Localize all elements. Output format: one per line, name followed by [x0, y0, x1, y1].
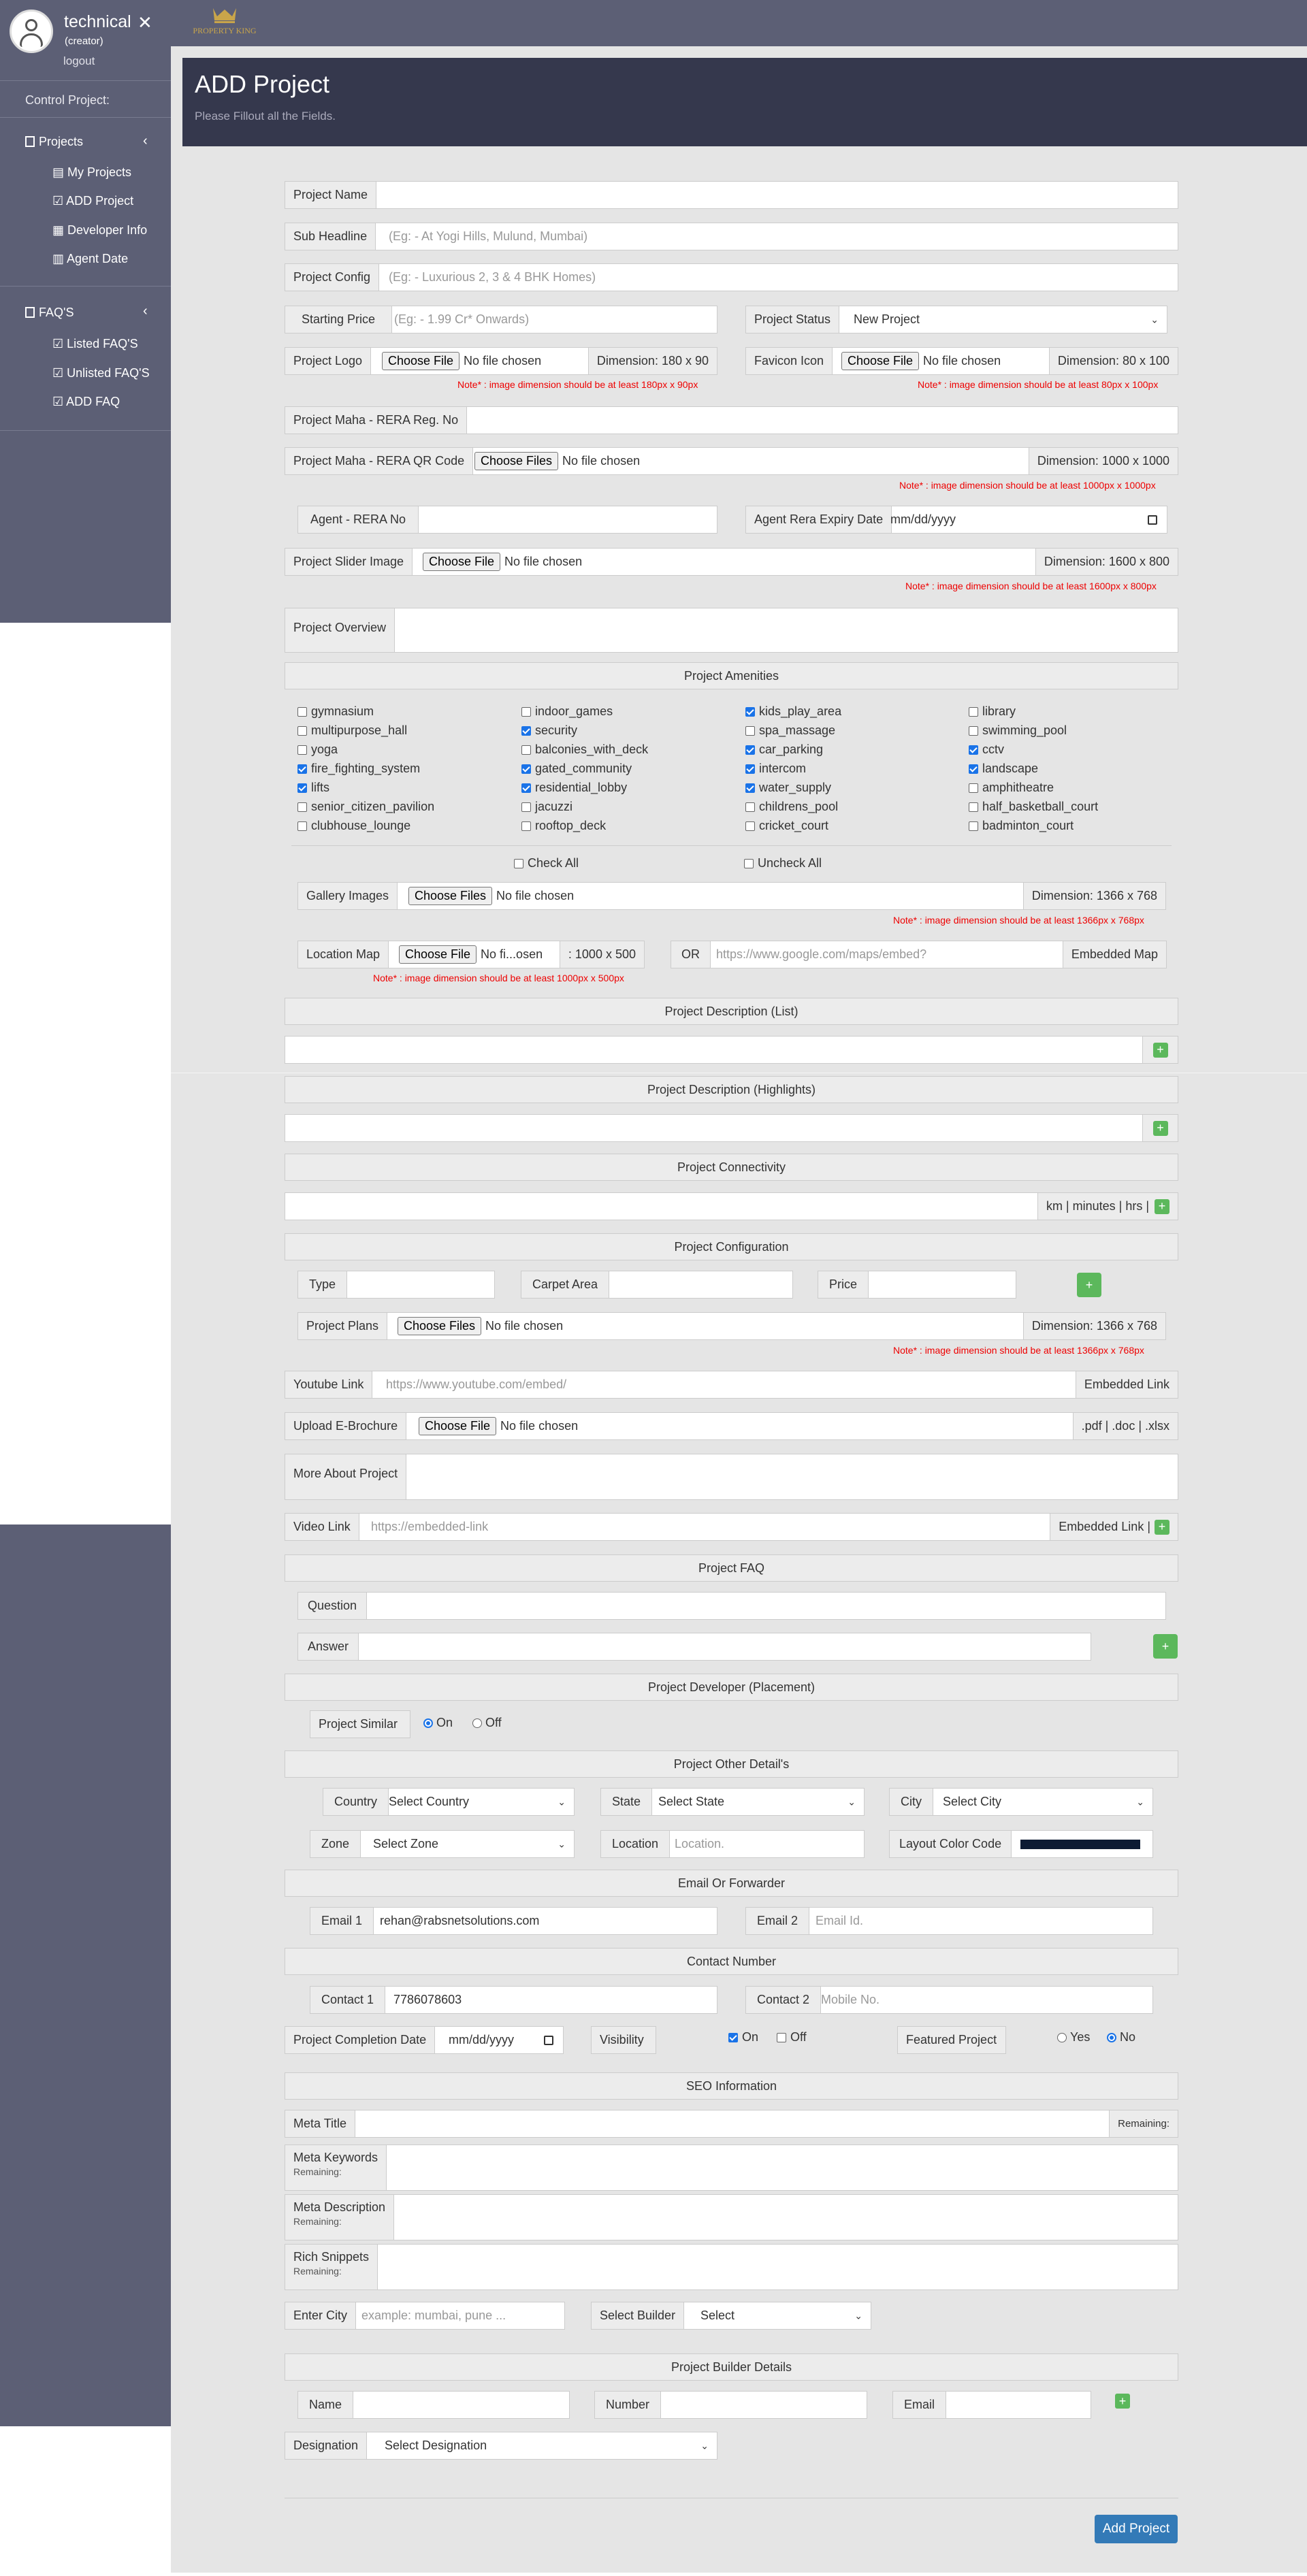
close-icon[interactable]: ✕: [138, 12, 152, 33]
file-input[interactable]: Choose File No file chosen: [841, 348, 1001, 374]
chevron-down-icon: ⌄: [1150, 314, 1159, 325]
amenity-checkbox[interactable]: amphitheatre: [969, 781, 1054, 795]
sidebar-item-label: Projects: [39, 135, 84, 148]
designation-value: Select Designation: [385, 2439, 487, 2452]
dimension-addon: Dimension: 1000 x 1000: [1029, 448, 1178, 474]
amenity-checkbox[interactable]: rooftop_deck: [521, 819, 606, 833]
city-select[interactable]: [889, 1788, 1153, 1816]
project-logo-note: Note* : image dimension should be at least 180px x 90px: [457, 379, 698, 390]
field-label: Location: [601, 1831, 670, 1857]
amenity-checkbox[interactable]: lifts: [297, 781, 329, 795]
field-label: Favicon Icon: [746, 348, 833, 374]
brand-logo[interactable]: [180, 3, 269, 42]
desc-list-input[interactable]: [285, 1036, 1178, 1064]
field-label: Enter City: [285, 2302, 356, 2329]
youtube-addon: Embedded Link: [1076, 1371, 1178, 1398]
logo-text: PROPERTY KING: [193, 26, 257, 35]
visibility-off-checkbox[interactable]: Off: [777, 2030, 807, 2044]
add-configuration-button[interactable]: +: [1077, 1273, 1101, 1297]
add-builder-button[interactable]: +: [1115, 2394, 1130, 2409]
field-label: Email 2: [746, 1908, 809, 1934]
field-label: Upload E-Brochure: [285, 1413, 406, 1439]
email1-field[interactable]: [310, 1907, 717, 1935]
sidebar: [0, 0, 171, 623]
configuration-section-title: Project Configuration: [285, 1233, 1178, 1260]
calendar-icon[interactable]: [1148, 515, 1157, 525]
field-label: Video Link: [285, 1514, 359, 1540]
contact2-placeholder: Mobile No.: [821, 1993, 880, 2006]
file-input[interactable]: Choose Files No file chosen: [398, 1313, 563, 1339]
field-label: Zone: [310, 1831, 361, 1857]
amenity-checkbox[interactable]: intercom: [745, 762, 806, 776]
add-button[interactable]: +: [1153, 1121, 1168, 1136]
amenity-checkbox[interactable]: library: [969, 704, 1016, 719]
project-config-field[interactable]: [285, 263, 1178, 291]
amenity-checkbox[interactable]: balconies_with_deck: [521, 743, 648, 757]
embed-map-addon: Embedded Map: [1063, 941, 1166, 968]
video-placeholder: https://embedded-link: [371, 1520, 489, 1533]
amenity-checkbox[interactable]: childrens_pool: [745, 800, 838, 814]
field-label: Youtube Link: [285, 1371, 372, 1398]
add-project-button[interactable]: Add Project: [1095, 2515, 1178, 2543]
field-label: Project Status: [746, 306, 839, 333]
email1-value: rehan@rabsnetsolutions.com: [380, 1914, 540, 1927]
field-label: Rich Snippets Remaining:: [285, 2245, 378, 2289]
city-value: Select City: [943, 1795, 1002, 1808]
completion-date-field[interactable]: [285, 2026, 564, 2054]
field-label: Country: [323, 1789, 389, 1815]
project-similar-on-radio[interactable]: On: [423, 1716, 453, 1730]
faq-section-title: Project FAQ: [285, 1554, 1178, 1582]
field-label: Project Maha - RERA QR Code: [285, 448, 473, 474]
sidebar-item-developer-info[interactable]: ▦ Developer Info: [52, 223, 148, 237]
field-label: Carpet Area: [521, 1271, 609, 1298]
sidebar-background: [0, 1525, 171, 2426]
agent-rera-field[interactable]: [297, 506, 717, 534]
amenity-checkbox[interactable]: jacuzzi: [521, 800, 572, 814]
field-label: Sub Headline: [285, 223, 376, 250]
amenity-checkbox[interactable]: yoga: [297, 743, 338, 757]
divider: [0, 430, 171, 431]
file-input[interactable]: Choose File No file chosen: [419, 1413, 578, 1439]
project-overview-textarea[interactable]: [285, 608, 1178, 653]
field-label: Price: [818, 1271, 869, 1298]
designation-select[interactable]: [285, 2432, 717, 2460]
location-map-upload[interactable]: [297, 941, 645, 968]
dimension-addon: Dimension: 1366 x 768: [1023, 883, 1165, 909]
field-label: Name: [298, 2392, 353, 2418]
check-all-checkbox[interactable]: Check All: [514, 856, 579, 870]
gallery-upload[interactable]: [297, 882, 1166, 910]
question-field[interactable]: [297, 1592, 1166, 1620]
builder-email-field[interactable]: [892, 2391, 1091, 2419]
desc-highlights-section-title: Project Description (Highlights): [285, 1076, 1178, 1103]
chevron-down-icon: ⌄: [1136, 1796, 1144, 1807]
meta-description-textarea[interactable]: [285, 2194, 1178, 2240]
meta-keywords-textarea[interactable]: [285, 2145, 1178, 2191]
project-similar-label-box: [310, 1710, 410, 1738]
amenity-checkbox[interactable]: fire_fighting_system: [297, 762, 420, 776]
field-label: Agent Rera Expiry Date: [746, 506, 892, 533]
file-icon: [25, 136, 35, 147]
sidebar-item-add-project[interactable]: ☑ ADD Project: [52, 194, 134, 208]
field-label: Agent - RERA No: [298, 506, 419, 533]
chevron-down-icon: ⌄: [700, 2440, 709, 2451]
enter-city-placeholder: example: mumbai, pune ...: [361, 2309, 506, 2322]
field-label: Project Name: [285, 182, 376, 208]
featured-no-radio[interactable]: No: [1107, 2030, 1135, 2044]
location-field[interactable]: [600, 1830, 865, 1858]
page-bottom: [171, 2573, 1307, 2576]
field-label: Select Builder: [592, 2302, 684, 2329]
sidebar-item-unlisted-faqs[interactable]: ☑ Unlisted FAQ'S: [52, 366, 150, 380]
amenity-checkbox[interactable]: gymnasium: [297, 704, 374, 719]
layout-color-field[interactable]: [889, 1830, 1153, 1858]
dimension-addon: : 1000 x 500: [560, 941, 644, 968]
chevron-down-icon: ⌄: [854, 2310, 862, 2321]
sidebar-item-my-projects[interactable]: ▤ My Projects: [52, 165, 132, 179]
email2-field[interactable]: [745, 1907, 1153, 1935]
developer-section-title: Project Developer (Placement): [285, 1674, 1178, 1701]
connectivity-input[interactable]: [285, 1192, 1178, 1220]
field-label: Project Plans: [298, 1313, 387, 1339]
field-label: More About Project: [285, 1454, 406, 1499]
field-label: Meta Title: [285, 2110, 355, 2137]
add-button[interactable]: +: [1155, 1520, 1169, 1535]
slider-image-note: Note* : image dimension should be at least 1600px x 800px: [905, 581, 1157, 591]
config-price-field[interactable]: [818, 1271, 1016, 1299]
sub-headline-placeholder: (Eg: - At Yogi Hills, Mulund, Mumbai): [389, 229, 588, 243]
gallery-note: Note* : image dimension should be at least 1366px x 768px: [893, 915, 1144, 926]
zone-select[interactable]: [310, 1830, 575, 1858]
sidebar-item-agent-date[interactable]: ▥ Agent Date: [52, 252, 129, 265]
rera-qr-note: Note* : image dimension should be at least 1000px x 1000px: [899, 480, 1156, 491]
chevron-down-icon: ⌄: [848, 1796, 856, 1807]
user-role: (creator): [65, 35, 103, 47]
field-label: Gallery Images: [298, 883, 398, 909]
featured-label-box: [897, 2026, 1006, 2054]
field-label: Number: [595, 2392, 661, 2418]
add-addon: [1142, 1115, 1178, 1141]
slider-image-upload[interactable]: [285, 548, 1178, 576]
visibility-on-checkbox[interactable]: On: [728, 2030, 758, 2044]
amenity-checkbox[interactable]: spa_massage: [745, 723, 835, 738]
field-label: Project Config: [285, 264, 379, 291]
avatar: [10, 10, 53, 53]
project-status-value: New Project: [854, 312, 920, 326]
rich-snippets-textarea[interactable]: [285, 2244, 1178, 2290]
location-placeholder: Location.: [675, 1837, 725, 1851]
field-label: Visibility: [592, 2027, 656, 2053]
project-config-placeholder: (Eg: - Luxurious 2, 3 & 4 BHK Homes): [389, 270, 596, 284]
field-label: Email 1: [310, 1908, 374, 1934]
project-plans-upload[interactable]: [297, 1312, 1166, 1340]
chevron-down-icon: ⌄: [558, 1796, 566, 1807]
sidebar-item-faqs[interactable]: [25, 306, 74, 320]
field-label: Type: [298, 1271, 347, 1298]
dimension-addon: Dimension: 80 x 100: [1049, 348, 1178, 374]
or-label: OR: [671, 941, 711, 968]
amenity-checkbox[interactable]: kids_play_area: [745, 704, 841, 719]
file-input[interactable]: Choose File No file chosen: [423, 549, 582, 575]
contact2-field[interactable]: [745, 1986, 1153, 2014]
color-swatch[interactable]: [1020, 1840, 1140, 1849]
sub-headline-field[interactable]: [285, 223, 1178, 250]
completion-date-value: mm/dd/yyyy: [449, 2033, 515, 2047]
field-label: Project Logo: [285, 348, 371, 374]
video-link-field[interactable]: [285, 1513, 1178, 1541]
state-value: Select State: [658, 1795, 725, 1808]
amenity-checkbox[interactable]: landscape: [969, 762, 1038, 776]
country-select[interactable]: [323, 1788, 575, 1816]
zone-value: Select Zone: [373, 1837, 439, 1851]
amenity-checkbox[interactable]: gated_community: [521, 762, 632, 776]
field-label: Meta Keywords Remaining:: [285, 2145, 387, 2190]
amenity-checkbox[interactable]: multipurpose_hall: [297, 723, 407, 738]
connectivity-addon: km | minutes | hrs | +: [1037, 1193, 1178, 1220]
add-faq-button[interactable]: +: [1153, 1634, 1178, 1659]
select-builder-value: Select: [700, 2309, 735, 2322]
amenity-checkbox[interactable]: senior_citizen_pavilion: [297, 800, 434, 814]
add-button[interactable]: +: [1153, 1043, 1168, 1058]
project-status-select[interactable]: [745, 306, 1167, 333]
amenity-checkbox[interactable]: security: [521, 723, 577, 738]
add-button[interactable]: +: [1155, 1199, 1169, 1214]
meta-title-field[interactable]: [285, 2110, 1178, 2138]
project-name-field[interactable]: [285, 181, 1178, 209]
connectivity-section-title: Project Connectivity: [285, 1154, 1178, 1181]
chevron-left-icon[interactable]: ‹: [143, 304, 148, 319]
desc-list-section-title: Project Description (List): [285, 998, 1178, 1025]
project-logo-upload[interactable]: [285, 347, 717, 375]
field-label: Project Similar: [310, 1711, 410, 1738]
amenity-checkbox[interactable]: water_supply: [745, 781, 831, 795]
field-label: Contact 1: [310, 1987, 385, 2013]
amenity-checkbox[interactable]: car_parking: [745, 743, 823, 757]
user-name: technical: [64, 12, 131, 31]
more-about-textarea[interactable]: [285, 1454, 1178, 1500]
field-label: City: [890, 1789, 933, 1815]
amenities-section-title: Project Amenities: [285, 662, 1178, 689]
config-carpet-field[interactable]: [521, 1271, 793, 1299]
dimension-addon: Dimension: 1600 x 800: [1035, 549, 1178, 575]
field-label: Designation: [285, 2432, 367, 2459]
brochure-addon: .pdf | .doc | .xlsx: [1073, 1413, 1178, 1439]
amenity-checkbox[interactable]: indoor_games: [521, 704, 613, 719]
youtube-placeholder: https://www.youtube.com/embed/: [386, 1377, 567, 1391]
starting-price-placeholder: (Eg: - 1.99 Cr* Onwards): [394, 312, 530, 326]
field-label: Question: [298, 1593, 367, 1619]
remaining-counter: Remaining:: [1109, 2110, 1178, 2137]
sidebar-item-label: FAQ'S: [39, 306, 74, 319]
add-addon: [1142, 1037, 1178, 1063]
file-input[interactable]: Choose Files No file chosen: [408, 883, 574, 909]
amenity-checkbox[interactable]: residential_lobby: [521, 781, 627, 795]
project-similar-off-radio[interactable]: Off: [472, 1716, 502, 1730]
divider: [0, 286, 171, 287]
contact1-value: 7786078603: [393, 1993, 462, 2006]
field-label: Contact 2: [746, 1987, 821, 2013]
video-addon: Embedded Link | +: [1050, 1514, 1178, 1540]
field-label: Project Overview: [285, 608, 395, 652]
agent-rera-expiry-field[interactable]: [745, 506, 1167, 534]
builder-number-field[interactable]: [594, 2391, 867, 2419]
field-label: Project Maha - RERA Reg. No: [285, 407, 467, 434]
desc-highlights-input[interactable]: [285, 1114, 1178, 1142]
page-subtitle: Please Fillout all the Fields.: [195, 110, 336, 123]
field-label: Project Completion Date: [285, 2027, 435, 2053]
amenity-checkbox[interactable]: cctv: [969, 743, 1004, 757]
divider: [0, 117, 171, 118]
chevron-down-icon: ⌄: [558, 1838, 566, 1849]
page-title: ADD Project: [195, 70, 330, 98]
field-label: Starting Price: [285, 306, 392, 333]
featured-yes-radio[interactable]: Yes: [1057, 2030, 1090, 2044]
amenity-checkbox[interactable]: badminton_court: [969, 819, 1074, 833]
field-label: Meta Description Remaining:: [285, 2195, 394, 2240]
field-label: Project Slider Image: [285, 549, 413, 575]
divider: [0, 80, 171, 81]
amenity-checkbox[interactable]: half_basketball_court: [969, 800, 1098, 814]
config-type-field[interactable]: [297, 1271, 495, 1299]
enter-city-field[interactable]: [285, 2302, 565, 2330]
file-input[interactable]: Choose File No file chosen: [382, 348, 541, 374]
plans-note: Note* : image dimension should be at least 1366px x 768px: [893, 1345, 1144, 1356]
logout-link[interactable]: logout: [63, 54, 95, 67]
uncheck-all-checkbox[interactable]: Uncheck All: [744, 856, 822, 870]
sidebar-item-add-faq[interactable]: ☑ ADD FAQ: [52, 395, 120, 408]
seo-section-title: SEO Information: [285, 2072, 1178, 2100]
location-map-note: Note* : image dimension should be at least 1000px x 500px: [373, 973, 624, 983]
field-label: Email: [893, 2392, 946, 2418]
answer-field[interactable]: [297, 1633, 1091, 1661]
brochure-upload[interactable]: [285, 1412, 1178, 1440]
favicon-note: Note* : image dimension should be at least 80px x 100px: [918, 379, 1159, 390]
youtube-link-field[interactable]: [285, 1371, 1178, 1399]
other-details-section-title: Project Other Detail's: [285, 1750, 1178, 1778]
control-title: Control Project:: [25, 93, 110, 107]
amenity-checkbox[interactable]: cricket_court: [745, 819, 828, 833]
favicon-upload[interactable]: [745, 347, 1178, 375]
field-label: State: [601, 1789, 652, 1815]
email2-placeholder: Email Id.: [816, 1914, 864, 1927]
top-bar: [171, 0, 1307, 46]
country-value: Select Country: [389, 1795, 470, 1808]
contact1-field[interactable]: [310, 1986, 717, 2014]
field-label: Layout Color Code: [890, 1831, 1012, 1857]
embed-map-placeholder: https://www.google.com/maps/embed?: [716, 947, 927, 961]
calendar-icon[interactable]: [544, 2036, 553, 2045]
divider: [291, 845, 1172, 846]
select-builder-select[interactable]: [591, 2302, 871, 2330]
file-icon: [25, 307, 35, 318]
amenity-checkbox[interactable]: swimming_pool: [969, 723, 1067, 738]
email-section-title: Email Or Forwarder: [285, 1870, 1178, 1897]
starting-price-field[interactable]: [285, 306, 717, 333]
contact-section-title: Contact Number: [285, 1948, 1178, 1975]
chevron-left-icon[interactable]: ‹: [143, 133, 148, 148]
sidebar-item-projects[interactable]: [25, 135, 83, 149]
date-value: mm/dd/yyyy: [890, 512, 956, 526]
rera-qr-upload[interactable]: [285, 447, 1178, 475]
field-label: Answer: [298, 1633, 359, 1660]
sidebar-item-listed-faqs[interactable]: ☑ Listed FAQ'S: [52, 337, 138, 350]
amenity-checkbox[interactable]: clubhouse_lounge: [297, 819, 410, 833]
page-header: [182, 58, 1307, 146]
state-select[interactable]: [600, 1788, 865, 1816]
builder-name-field[interactable]: [297, 2391, 570, 2419]
dimension-addon: Dimension: 1366 x 768: [1023, 1313, 1165, 1339]
file-input[interactable]: Choose File No fi...osen: [399, 941, 543, 968]
field-label: Location Map: [298, 941, 389, 968]
embed-map-field[interactable]: [671, 941, 1167, 968]
file-input[interactable]: Choose Files No file chosen: [474, 448, 640, 474]
rera-reg-field[interactable]: [285, 406, 1178, 434]
dimension-addon: Dimension: 180 x 90: [588, 348, 717, 374]
builder-section-title: Project Builder Details: [285, 2353, 1178, 2381]
field-label: Featured Project: [898, 2027, 1005, 2053]
visibility-label-box: [591, 2026, 656, 2054]
